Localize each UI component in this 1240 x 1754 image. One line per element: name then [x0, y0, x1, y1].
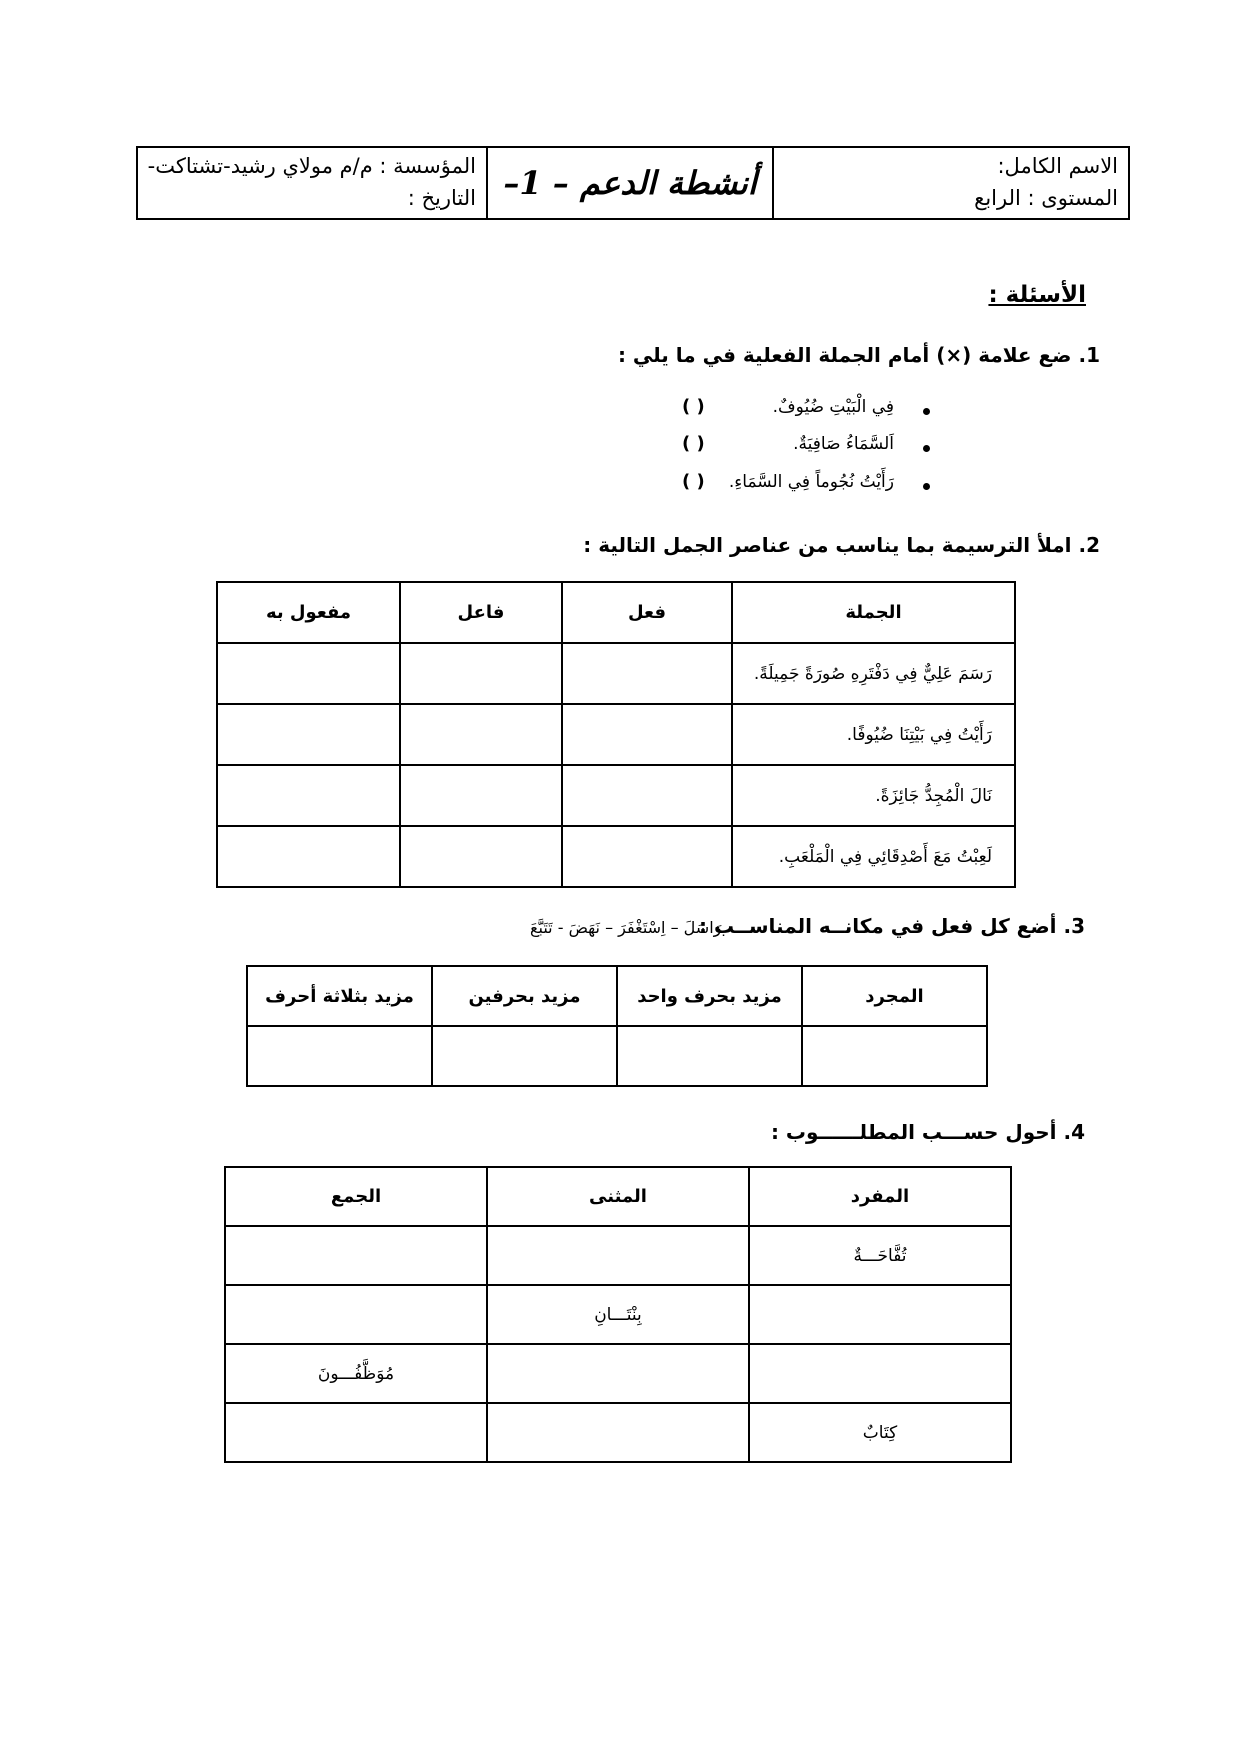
q4-answer-cell[interactable] — [225, 1403, 487, 1462]
question-1: 1. ضع علامة (×) أمام الجملة الفعلية في ما يلي : — [617, 343, 1100, 367]
q3-table — [246, 965, 988, 1087]
q2-answer-cell[interactable] — [562, 704, 732, 765]
header-student-cell — [774, 148, 1128, 218]
q3-answer-cell[interactable] — [802, 1026, 987, 1086]
q2-answer-cell[interactable] — [217, 643, 400, 704]
page-title: أنشطة الدعم – 1– — [503, 164, 757, 202]
q4-cell: كِتَابٌ — [749, 1403, 1011, 1462]
q4-header-plural: الجمع — [225, 1167, 487, 1226]
q1-item-2-text: اَلسَّمَاءُ صَافِيَةٌ. — [793, 434, 894, 454]
q1-answer-box-1[interactable]: ( ) — [682, 396, 705, 417]
q2-header-verb: فعل — [562, 582, 732, 643]
q2-answer-cell[interactable] — [400, 704, 562, 765]
q1-answer-box-3[interactable]: ( ) — [682, 471, 705, 492]
q1-item-3-text: رَأَيْتُ نُجُوماً فِي السَّمَاءِ. — [728, 472, 894, 492]
header-title-cell — [488, 148, 774, 218]
q2-answer-cell[interactable] — [217, 826, 400, 887]
q2-answer-cell[interactable] — [562, 643, 732, 704]
q1-item-1-text: فِي الْبَيْتِ ضُيُوفٌ. — [772, 397, 894, 417]
table-row — [217, 704, 1015, 765]
q4-table — [224, 1166, 1012, 1463]
q2-header-object: مفعول به — [217, 582, 400, 643]
q4-answer-cell[interactable] — [487, 1344, 749, 1403]
table-row — [217, 765, 1015, 826]
bullet-icon — [923, 445, 930, 452]
q2-answer-cell[interactable] — [562, 765, 732, 826]
q4-answer-cell[interactable] — [487, 1403, 749, 1462]
q3-header-one-letter: مزيد بحرف واحد — [617, 966, 802, 1026]
q4-answer-cell[interactable] — [225, 1285, 487, 1344]
q2-sentence-1: رَسَمَ عَلِيٌّ فِي دَفْتَرِهِ صُورَةً جَمِيلَةً. — [732, 643, 1015, 704]
q3-header-bare: المجرد — [802, 966, 987, 1026]
q3-verbs: رَاسَلَ – اِسْتَغْفَرَ – نَهَضَ - تَتَبَّعَ — [530, 918, 722, 937]
bullet-icon — [923, 483, 930, 490]
q3-answer-cell[interactable] — [247, 1026, 432, 1086]
q4-cell: تُفَّاحَـــةٌ — [749, 1226, 1011, 1285]
level-label: المستوى : الرابع — [974, 186, 1118, 210]
q4-answer-cell[interactable] — [487, 1226, 749, 1285]
q2-answer-cell[interactable] — [217, 704, 400, 765]
q2-sentence-2: رَأَيْتُ فِي بَيْتِنَا ضُيُوفًا. — [732, 704, 1015, 765]
q2-header-sentence: الجملة — [732, 582, 1015, 643]
q3-header-two-letters: مزيد بحرفين — [432, 966, 617, 1026]
table-row — [247, 1026, 987, 1086]
q4-answer-cell[interactable] — [749, 1344, 1011, 1403]
table-header-row — [247, 966, 987, 1026]
q4-answer-cell[interactable] — [225, 1226, 487, 1285]
bullet-icon — [923, 408, 930, 415]
q4-header-singular: المفرد — [749, 1167, 1011, 1226]
question-3: 3. أضع كل فعل في مكانــه المناســب : — [699, 914, 1085, 938]
table-row — [217, 643, 1015, 704]
header-box — [136, 146, 1130, 220]
q2-answer-cell[interactable] — [217, 765, 400, 826]
q4-header-dual: المثنى — [487, 1167, 749, 1226]
q2-table — [216, 581, 1016, 888]
q3-answer-cell[interactable] — [432, 1026, 617, 1086]
q2-header-subject: فاعل — [400, 582, 562, 643]
q3-header-three-letters: مزيد بثلاثة أحرف — [247, 966, 432, 1026]
school-label: المؤسسة : م/م مولاي رشيد-تشتاكت- — [147, 154, 476, 178]
q4-cell: مُوَظَّفُـــونَ — [225, 1344, 487, 1403]
question-4: 4. أحول حســـب المطلــــــوب : — [770, 1120, 1085, 1144]
question-2: 2. املأ الترسيمة بما يناسب من عناصر الجمل التالية : — [583, 533, 1100, 557]
q3-answer-cell[interactable] — [617, 1026, 802, 1086]
table-row — [225, 1403, 1011, 1462]
header-school-cell — [138, 148, 488, 218]
q2-answer-cell[interactable] — [562, 826, 732, 887]
q2-sentence-4: لَعِبْتُ مَعَ أَصْدِقَائِي فِي الْمَلْعَبِ. — [732, 826, 1015, 887]
table-row — [225, 1344, 1011, 1403]
q2-answer-cell[interactable] — [400, 643, 562, 704]
q4-answer-cell[interactable] — [749, 1285, 1011, 1344]
full-name-label: الاسم الكامل: — [997, 154, 1118, 178]
table-header-row — [217, 582, 1015, 643]
date-label: التاريخ : — [407, 186, 476, 210]
q2-answer-cell[interactable] — [400, 765, 562, 826]
questions-heading: الأسئلة : — [988, 282, 1086, 308]
q4-cell: بِنْتَـــانِ — [487, 1285, 749, 1344]
q2-answer-cell[interactable] — [400, 826, 562, 887]
table-row — [225, 1226, 1011, 1285]
table-row — [217, 826, 1015, 887]
q1-answer-box-2[interactable]: ( ) — [682, 433, 705, 454]
q2-sentence-3: نَالَ الْمُجِدُّ جَائِزَةً. — [732, 765, 1015, 826]
table-row — [225, 1285, 1011, 1344]
table-header-row — [225, 1167, 1011, 1226]
